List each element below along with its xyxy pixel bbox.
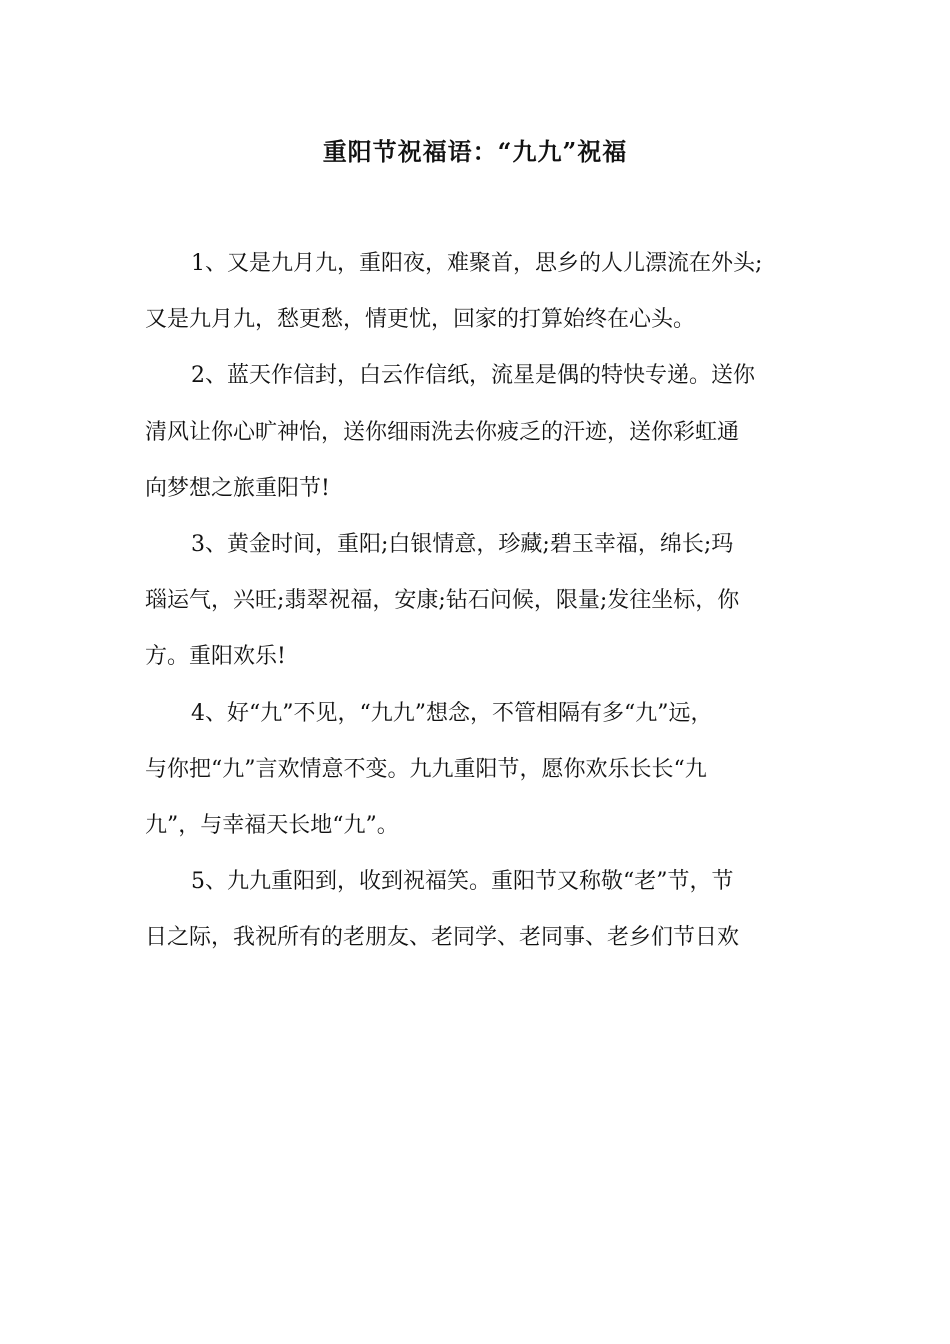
paragraph-line: 方。重阳欢乐! bbox=[145, 644, 286, 670]
paragraph-line: 瑙运气，兴旺;翡翠祝福，安康;钻石问候，限量;发往坐标，你 bbox=[145, 588, 740, 614]
paragraph-4 bbox=[145, 686, 810, 855]
paragraph-line: 1、又是九月九，重阳夜，难聚首，思乡的人儿漂流在外头; bbox=[191, 251, 763, 276]
paragraph-line: 2、蓝天作信封，白云作信纸，流星是偶的特快专递。送你 bbox=[191, 363, 755, 389]
paragraph-line: 3、黄金时间，重阳;白银情意，珍藏;碧玉幸福，绵长;玛 bbox=[191, 532, 734, 558]
paragraph-line: 日之际，我祝所有的老朋友、老同学、老同事、老乡们节日欢 bbox=[145, 925, 740, 951]
paragraph-line: 九”，与幸福天长地“九”。 bbox=[145, 813, 399, 839]
paragraph-5 bbox=[145, 854, 810, 966]
page-title: 重阳节祝福语：“九九”祝福 bbox=[322, 137, 628, 166]
paragraph-line: 4、好“九”不见，“九九”想念，不管相隔有多“九”远， bbox=[191, 700, 713, 726]
paragraph-2 bbox=[145, 348, 810, 517]
paragraph-line: 向梦想之旅重阳节! bbox=[145, 475, 330, 501]
paragraph-line: 又是九月九，愁更愁，情更忧，回家的打算始终在心头。 bbox=[145, 307, 696, 333]
paragraph-3 bbox=[145, 517, 810, 686]
document-body bbox=[145, 236, 810, 967]
paragraph-line: 清风让你心旷神怡，送你细雨洗去你疲乏的汗迹，送你彩虹通 bbox=[145, 419, 740, 445]
paragraph-1 bbox=[145, 236, 810, 348]
paragraph-line: 5、九九重阳到，收到祝福笑。重阳节又称敬“老”节，节 bbox=[191, 869, 734, 895]
paragraph-line: 与你把“九”言欢情意不变。九九重阳节，愿你欢乐长长“九 bbox=[145, 756, 707, 782]
